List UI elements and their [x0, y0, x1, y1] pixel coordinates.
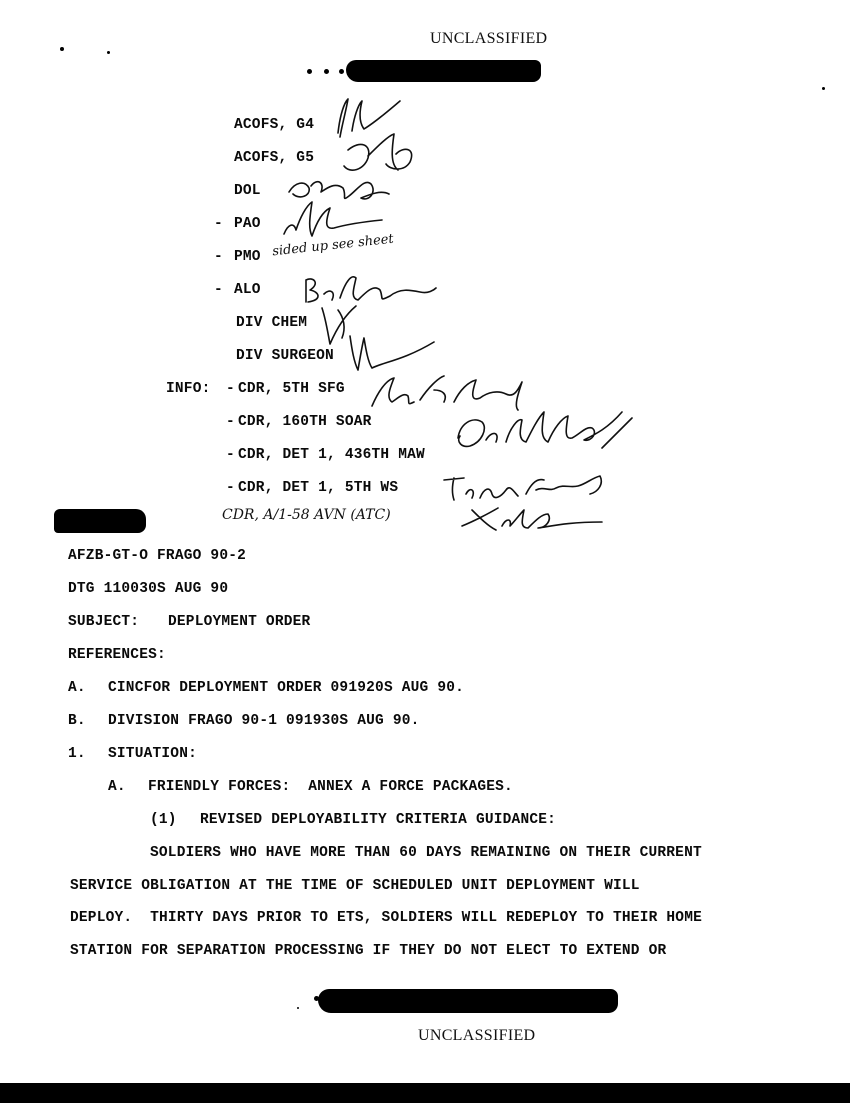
frago-number: AFZB-GT-O FRAGO 90-2	[68, 548, 247, 564]
routing-mark: -	[226, 480, 235, 496]
paragraph-line: SERVICE OBLIGATION AT THE TIME OF SCHEDULED UNIT DEPLOYMENT WILL	[70, 878, 640, 894]
info-cdr-det1-436th-maw: CDR, DET 1, 436TH MAW	[238, 447, 425, 463]
routing-pmo: PMO	[234, 249, 261, 265]
signature-436th-maw	[452, 398, 637, 478]
star-mark	[307, 69, 312, 74]
info-cdr-5th-sfg: CDR, 5TH SFG	[238, 381, 345, 397]
reference-b: DIVISION FRAGO 90-1 091930S AUG 90.	[108, 713, 420, 729]
section-1a1-label: (1)	[150, 812, 177, 828]
subject-label: SUBJECT:	[68, 614, 140, 630]
subject-text: DEPLOYMENT ORDER	[168, 614, 311, 630]
signature-pao	[278, 198, 388, 243]
routing-dol: DOL	[234, 183, 261, 199]
routing-pao: PAO	[234, 216, 261, 232]
footer-classification: UNCLASSIFIED	[418, 1027, 536, 1044]
routing-mark: -	[214, 282, 223, 298]
bottom-redaction-bar	[318, 989, 618, 1013]
section-1a-label: A.	[108, 779, 126, 795]
routing-mark: -	[226, 381, 235, 397]
section-1a1-text: REVISED DEPLOYABILITY CRITERIA GUIDANCE:	[200, 812, 557, 828]
paragraph-line: STATION FOR SEPARATION PROCESSING IF THEY DO NOT ELECT TO EXTEND OR	[70, 943, 667, 959]
info-label: INFO:	[166, 381, 211, 397]
reference-b-label: B.	[68, 713, 86, 729]
handwritten-pmo-note: sided up see sheet	[271, 231, 395, 260]
references-label: REFERENCES:	[68, 647, 166, 663]
reference-a: CINCFOR DEPLOYMENT ORDER 091920S AUG 90.	[108, 680, 465, 696]
routing-div-chem: DIV CHEM	[236, 315, 308, 331]
info-cdr-160th-soar: CDR, 160TH SOAR	[238, 414, 372, 430]
routing-mark: -	[214, 249, 223, 265]
scan-bottom-edge	[0, 1083, 850, 1103]
reference-a-label: A.	[68, 680, 86, 696]
scan-speck	[60, 47, 64, 51]
routing-acofs-g5: ACOFS, G5	[234, 150, 315, 166]
routing-mark: -	[214, 216, 223, 232]
routing-alo: ALO	[234, 282, 261, 298]
scan-speck	[822, 87, 825, 90]
section-1-label: 1.	[68, 746, 86, 762]
dtg-line: DTG 110030S AUG 90	[68, 581, 229, 597]
signature-a158-avn	[458, 500, 608, 540]
routing-acofs-g4: ACOFS, G4	[234, 117, 315, 133]
routing-div-surgeon: DIV SURGEON	[236, 348, 334, 364]
paragraph-line: DEPLOY. THIRTY DAYS PRIOR TO ETS, SOLDIERS WILL REDEPLOY TO THEIR HOME	[70, 910, 703, 926]
handwritten-added-line: CDR, A/1-58 AVN (ATC)	[222, 507, 391, 523]
scan-speck	[297, 1007, 299, 1009]
section-1a-text: FRIENDLY FORCES: ANNEX A FORCE PACKAGES.	[148, 779, 513, 795]
star-mark	[324, 69, 329, 74]
section-1-title: SITUATION:	[108, 746, 198, 762]
scan-speck	[107, 51, 110, 54]
paragraph-line: SOLDIERS WHO HAVE MORE THAN 60 DAYS REMAINING ON THEIR CURRENT	[150, 845, 702, 861]
top-redaction-bar	[346, 60, 541, 82]
signature-div-surgeon	[344, 330, 444, 375]
star-mark	[339, 69, 344, 74]
routing-mark: -	[226, 414, 235, 430]
routing-mark: -	[226, 447, 235, 463]
header-classification: UNCLASSIFIED	[430, 30, 548, 47]
left-redaction-bar	[54, 509, 146, 533]
info-cdr-det1-5th-ws: CDR, DET 1, 5TH WS	[238, 480, 399, 496]
